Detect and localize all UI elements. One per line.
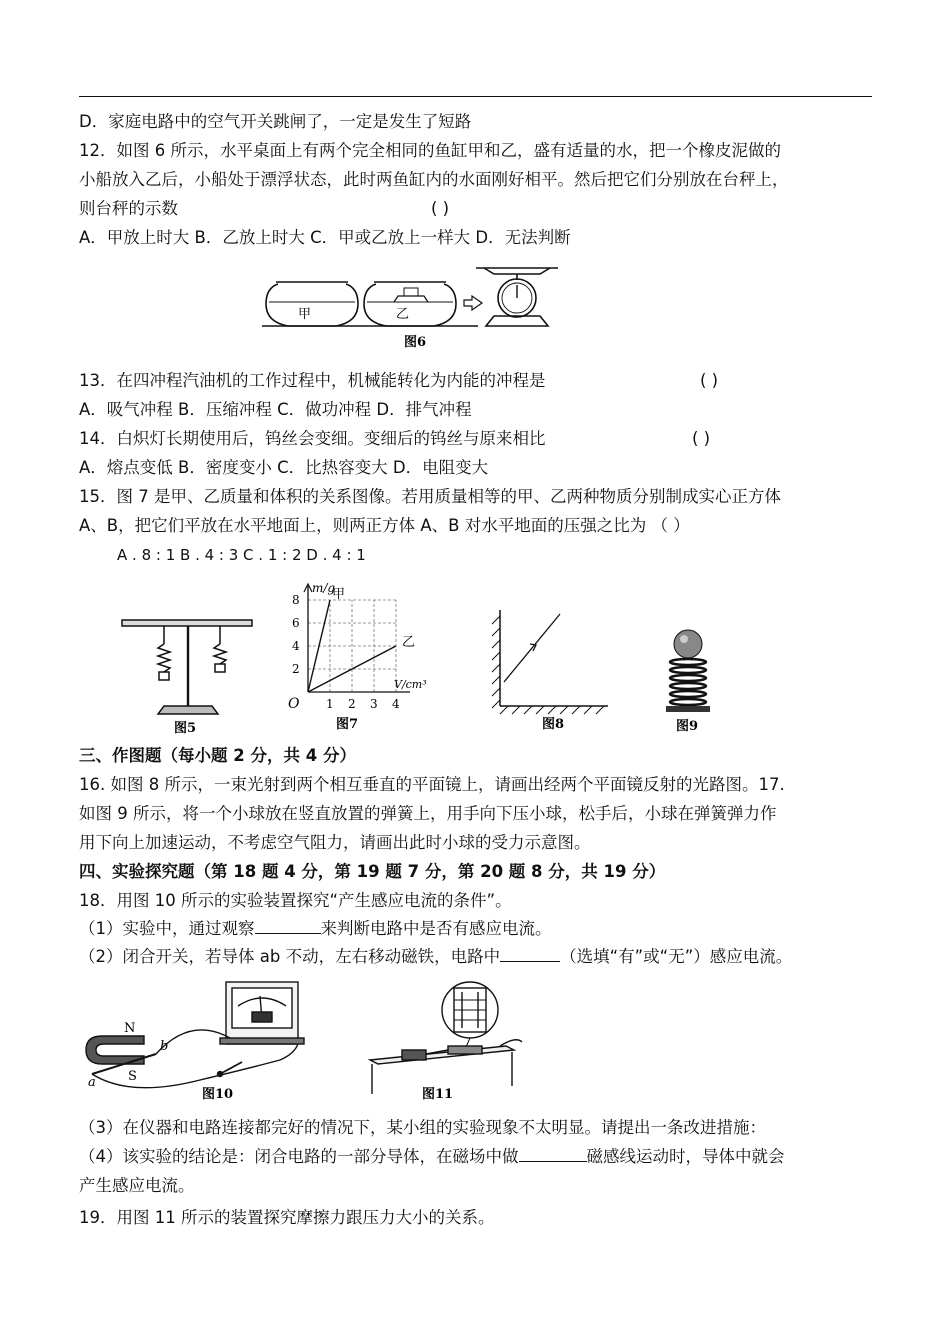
origin-label: O (288, 696, 300, 712)
series-label-2: 乙 (402, 635, 416, 650)
figure-6 (258, 258, 568, 354)
x-tick-label: 4 (392, 697, 400, 711)
figure-11 (350, 976, 530, 1104)
chart-grid (308, 600, 396, 692)
figure-8 (484, 604, 614, 736)
x-axis-label: V/cm³ (394, 678, 427, 691)
options-q14: A．熔点变低 B．密度变小 C．比热容变大 D．电阻变大 (79, 458, 489, 477)
figure-7-caption: 图7 (336, 717, 359, 732)
figure-10-label-s: S (128, 1069, 137, 1084)
question-18-part1 (79, 918, 552, 940)
figure-10-label-a: a (88, 1075, 96, 1090)
x-tick-label: 1 (326, 697, 334, 711)
answer-blank-14: ( ) (692, 429, 711, 448)
q18-blank-4[interactable] (519, 1146, 587, 1162)
q18-part4-text-b: 磁感线运动时，导体中就会 (586, 1147, 785, 1166)
question-18: 18．用图 10 所示的实验装置探究“产生感应电流的条件”。 (79, 891, 512, 910)
figure-6-caption: 图6 (404, 335, 427, 350)
figure-6-tank-b-label: 乙 (396, 307, 410, 322)
options-q15: A . 8 : 1 B . 4 : 3 C . 1 : 2 D . 4 : 1 (117, 546, 366, 564)
x-tick-label: 2 (348, 697, 356, 711)
question-12-line3: 则台秤的示数 (79, 199, 178, 218)
figure-10-caption: 图10 (202, 1087, 234, 1102)
figure-5 (116, 610, 256, 738)
option-d-q11: D．家庭电路中的空气开关跳闸了，一定是发生了短路 (79, 112, 472, 131)
y-tick-label: 6 (292, 616, 300, 630)
figure-10 (80, 976, 320, 1104)
question-19: 19．用图 11 所示的装置探究摩擦力跟压力大小的关系。 (79, 1208, 495, 1227)
figure-9-caption: 图9 (676, 719, 699, 734)
question-12-line1: 12．如图 6 所示，水平桌面上有两个完全相同的鱼缸甲和乙，盛有适量的水，把一个橡皮泥做的 (79, 141, 781, 160)
q18-part2-text-b: （选填“有”或“无”）感应电流。 (560, 947, 793, 966)
question-16-line1: 16. 如图 8 所示，一束光射到两个相互垂直的平面镜上，请画出经两个平面镜反射的光路图。17. (79, 775, 785, 794)
figure-5-caption: 图5 (174, 721, 197, 736)
series-label-1: 甲 (332, 587, 346, 602)
question-14: 14．白炽灯长期使用后，钨丝会变细。变细后的钨丝与原来相比 (79, 429, 546, 448)
question-17-line1: 如图 9 所示，将一个小球放在竖直放置的弹簧上，用手向下压小球，松手后，小球在弹簧弹力作 (79, 804, 777, 823)
y-tick-label: 4 (292, 639, 300, 653)
figure-11-caption: 图11 (422, 1087, 454, 1102)
figure-8-caption: 图8 (542, 717, 565, 732)
y-tick-label: 2 (292, 662, 300, 676)
section-3-heading: 三、作图题（每小题 2 分，共 4 分） (79, 746, 356, 765)
options-q12: A．甲放上时大 B．乙放上时大 C．甲或乙放上一样大 D．无法判断 (79, 228, 571, 247)
top-rule (79, 96, 872, 97)
figure-10-label-b: b (160, 1039, 169, 1054)
q18-part2-text-a: （2）闭合开关，若导体 ab 不动，左右移动磁铁，电路中 (79, 947, 501, 966)
question-18-part2 (79, 946, 792, 968)
question-12-line2: 小船放入乙后，小船处于漂浮状态，此时两鱼缸内的水面刚好相平。然后把它们分别放在台秤上， (79, 170, 789, 189)
q18-blank-1[interactable] (255, 918, 321, 934)
answer-blank-13: ( ) (700, 371, 719, 390)
figure-6-tank-a-label: 甲 (298, 307, 312, 322)
q18-blank-2[interactable] (500, 946, 560, 962)
answer-blank-12: ( ) (431, 199, 450, 218)
section-4-heading: 四、实验探究题（第 18 题 4 分，第 19 题 7 分，第 20 题 8 分，共 19 分） (79, 862, 666, 881)
y-axis-label: m/g (312, 581, 336, 595)
question-15-line1: 15．图 7 是甲、乙质量和体积的关系图像。若用质量相等的甲、乙两种物质分别制成实心正方体 (79, 487, 781, 506)
options-q13: A．吸气冲程 B．压缩冲程 C．做功冲程 D．排气冲程 (79, 400, 472, 419)
question-18-part4-cont: 产生感应电流。 (79, 1176, 195, 1195)
q18-part4-text-a: （4）该实验的结论是：闭合电路的一部分导体，在磁场中做 (79, 1147, 519, 1166)
series-line-1 (308, 600, 330, 692)
q18-part1-text-a: （1）实验中，通过观察 (79, 919, 255, 938)
figure-9 (652, 620, 722, 736)
figure-10-label-n: N (124, 1021, 136, 1036)
x-tick-label: 3 (370, 697, 378, 711)
question-15-line2: A、B，把它们平放在水平地面上，则两正方体 A、B 对水平地面的压强之比为 （ ） (79, 516, 690, 535)
question-18-part3: （3）在仪器和电路连接都完好的情况下，某小组的实验现象不太明显。请提出一条改进措施： (79, 1118, 766, 1137)
question-13: 13．在四冲程汽油机的工作过程中，机械能转化为内能的冲程是 (79, 371, 546, 390)
question-18-part4 (79, 1146, 785, 1168)
figure-7 (280, 578, 440, 734)
q18-part1-text-b: 来判断电路中是否有感应电流。 (320, 919, 552, 938)
question-17-line2: 用下向上加速运动，不考虑空气阻力，请画出此时小球的受力示意图。 (79, 833, 591, 852)
y-tick-label: 8 (292, 593, 300, 607)
